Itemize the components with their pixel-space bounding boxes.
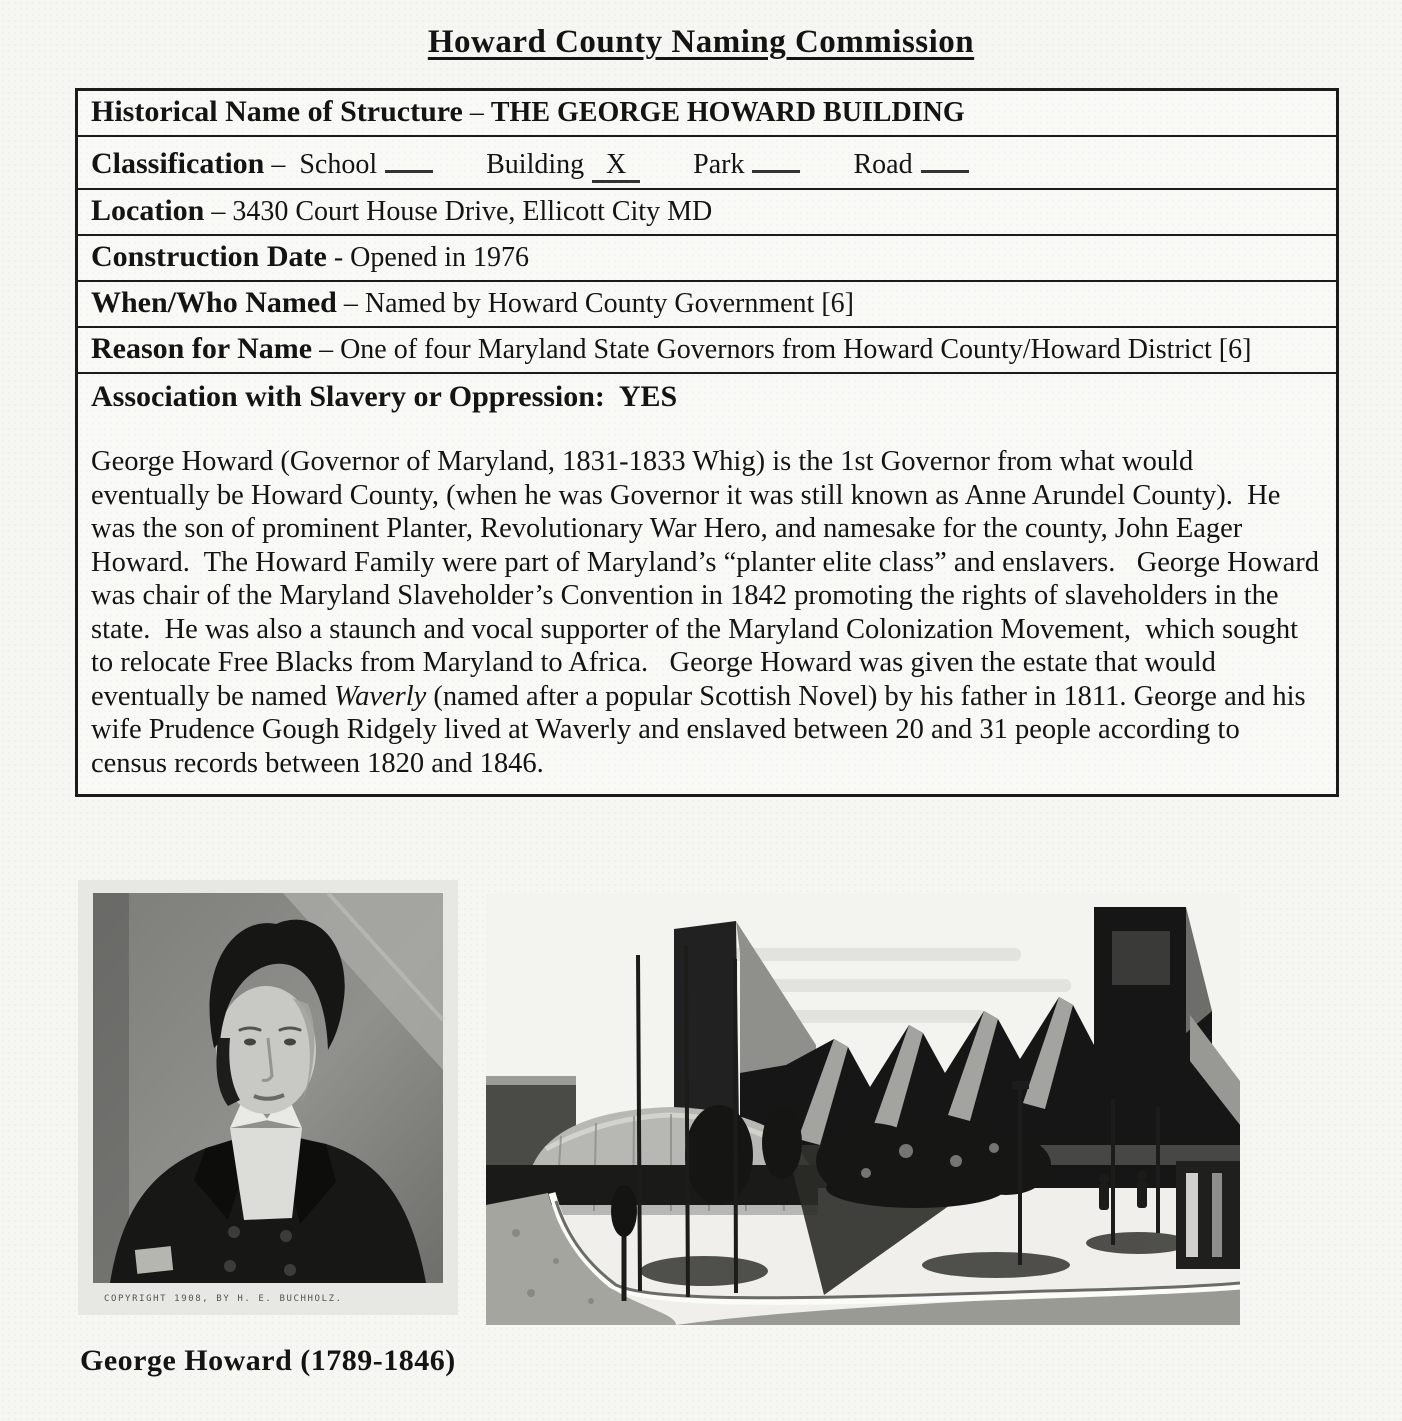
dash-separator: – (271, 149, 286, 180)
table-row-association (78, 372, 1336, 794)
portrait-copyright: COPYRIGHT 1908, BY H. E. BUCHHOLZ. (104, 1294, 343, 1304)
building-image (486, 893, 1240, 1325)
page-title (0, 24, 1402, 61)
photo-caption: George Howard (1789-1846) (80, 1344, 456, 1377)
portrait-photo (78, 880, 458, 1315)
building-photo (486, 893, 1240, 1325)
dash-separator: - (333, 242, 344, 273)
dash-separator: – (343, 288, 358, 319)
location-value: 3430 Court House Drive, Ellicott City MD (232, 196, 713, 227)
association-paragraph (91, 445, 1327, 780)
construction-date-value: Opened in 1976 (350, 242, 529, 273)
option-name: Park (693, 149, 745, 180)
classification-option-building (486, 149, 640, 180)
portrait-image (78, 880, 458, 1315)
when-who-named-value: Named by Howard County Government [6] (364, 288, 854, 319)
option-name: Building (486, 149, 585, 180)
table-row-reason-for-name (78, 326, 1336, 372)
table-row-construction-date (78, 234, 1336, 280)
paragraph-segment-italic: Waverly (333, 680, 427, 712)
reason-for-name-label: Reason for Name (91, 332, 313, 365)
dash-separator: – (469, 97, 484, 128)
construction-date-label: Construction Date (91, 240, 327, 273)
paragraph-segment: George Howard (Governor of Maryland, 1831-1833 Whig) is the 1st Governor from what would eventually be Howard County, (when he was Governor it was still known as Anne Arundel County). He was the son of prominent Planter, Revolutionary War Hero, and namesake for the county, John Eager Howard. The Howard Family were part of Maryland’s “planter elite class” and enslavers. George Howard was chair of the Maryland Slaveholder’s Convention in 1842 promoting the rights of slaveholders in the state. He was also a staunch and vocal supporter of the Maryland Colonization Movement, which sought to relocate Free Blacks from Maryland to Africa. George Howard was given the estate that would eventually be named (91, 446, 1327, 712)
location-label: Location (91, 194, 205, 227)
association-heading: Association with Slavery or Oppression: YES (91, 380, 678, 413)
dash-separator: – (319, 334, 334, 365)
table-row-location (78, 188, 1336, 234)
paragraph-segment: (named after a popular Scottish Novel) by his father in 1811. George and his wife Prudence Gough Ridgely lived at Waverly and enslaved between 20 and 31 people according to census records between 1820 and 1846. (91, 680, 1313, 779)
dash-separator: – (211, 196, 226, 227)
page-title-text: Howard County Naming Commission (427, 24, 975, 60)
option-blank (752, 140, 800, 173)
option-name: Road (853, 149, 913, 180)
table-row-historical-name (78, 91, 1336, 135)
classification-option-park (693, 149, 800, 180)
historical-name-value: THE GEORGE HOWARD BUILDING (490, 97, 965, 128)
option-blank: X (592, 150, 640, 183)
table-row-when-who-named (78, 280, 1336, 326)
classification-label: Classification (91, 147, 265, 180)
option-name: School (299, 149, 378, 180)
table-row-classification (78, 135, 1336, 188)
classification-option-road (853, 149, 968, 180)
option-blank (385, 140, 433, 173)
reason-for-name-value: One of four Maryland State Governors from Howard County/Howard District [6] (340, 334, 1252, 365)
when-who-named-label: When/Who Named (91, 286, 337, 319)
option-blank (921, 140, 969, 173)
info-table (75, 88, 1339, 797)
historical-name-label: Historical Name of Structure (91, 95, 463, 128)
classification-option-school (299, 149, 433, 180)
